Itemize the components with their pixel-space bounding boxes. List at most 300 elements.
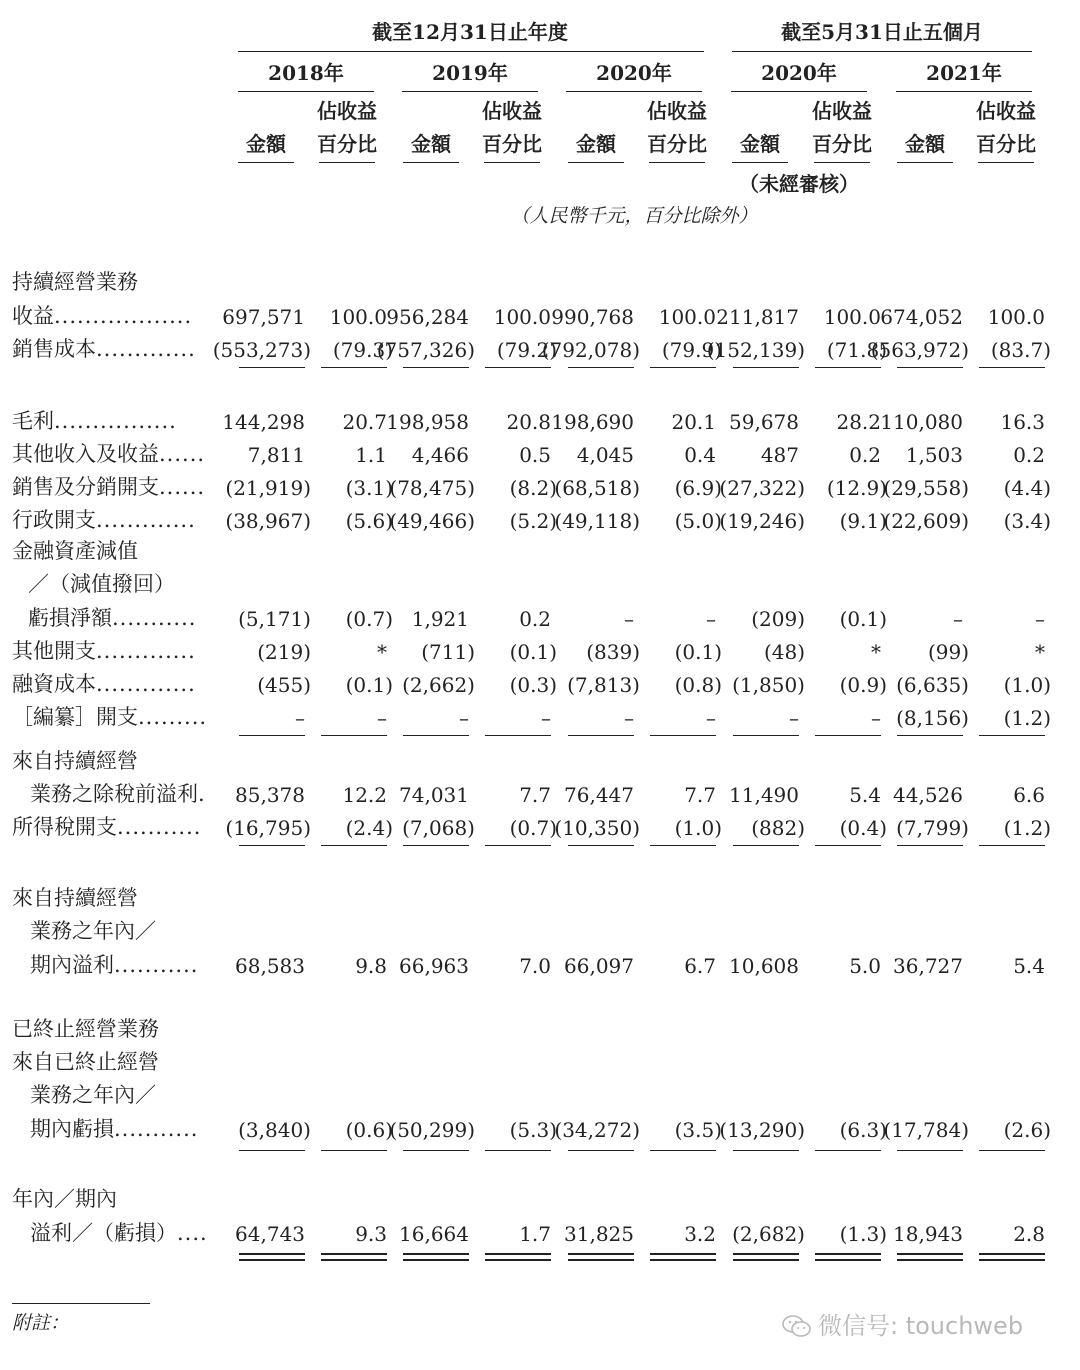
amount-col-header: 金額	[411, 132, 451, 156]
year-header-rule	[566, 91, 702, 92]
cell-value: (6.3)	[839, 1118, 887, 1142]
cell-value: (5.0)	[674, 509, 722, 533]
year-header-rule	[896, 91, 1032, 92]
cell-value: 144,298	[222, 410, 305, 434]
cell-value: 85,378	[235, 783, 305, 807]
subtotal-rule	[403, 845, 469, 846]
subtotal-rule	[321, 845, 387, 846]
row-label	[30, 784, 206, 805]
cell-value: –	[459, 706, 469, 730]
cell-value: 16,664	[399, 1222, 469, 1246]
row-label-text: 融資成本	[12, 672, 96, 696]
row-label-text: 銷售成本	[12, 337, 96, 361]
cell-value: –	[706, 706, 716, 730]
subtotal-rule	[403, 1150, 469, 1151]
subtotal-rule	[650, 735, 716, 736]
cell-value: 5.4	[849, 783, 881, 807]
cell-value: 990,768	[551, 305, 634, 329]
leader-dots: .............	[96, 337, 196, 361]
pct-col-header-line2: 百分比	[976, 132, 1036, 156]
amount-col-header-rule	[568, 162, 624, 163]
year-header-rule	[731, 91, 867, 92]
cell-value: 68,583	[235, 954, 305, 978]
cell-value: 0.5	[519, 443, 551, 467]
unaudited-note: （未經審核）	[739, 172, 859, 196]
cell-value: 0.2	[1013, 443, 1045, 467]
row-label-text: 來自持續經營	[12, 886, 138, 910]
row-label	[12, 751, 138, 772]
subtotal-rule	[485, 1150, 551, 1151]
cell-value: (19,246)	[719, 509, 805, 533]
cell-value: 4,045	[576, 443, 634, 467]
total-double-rule	[897, 1253, 963, 1261]
cell-value: (83.7)	[990, 338, 1051, 362]
cell-value: –	[377, 706, 387, 730]
row-label-text: 已終止經營業務	[12, 1017, 159, 1041]
cell-value: 198,690	[551, 410, 634, 434]
row-label	[30, 955, 198, 976]
cell-value: 59,678	[729, 410, 799, 434]
total-double-rule	[485, 1253, 551, 1261]
cell-value: (0.1)	[509, 640, 557, 664]
pct-col-header-rule	[978, 162, 1034, 163]
pct-col-header-line2: 百分比	[647, 132, 707, 156]
cell-value: 66,097	[564, 954, 634, 978]
cell-value: (0.4)	[839, 816, 887, 840]
subtotal-rule	[650, 367, 716, 368]
row-label-text: 收益	[12, 304, 54, 328]
row-label	[12, 272, 138, 293]
row-label-text: 毛利	[12, 409, 54, 433]
total-double-rule	[239, 1253, 305, 1261]
total-double-rule	[733, 1253, 799, 1261]
subtotal-rule	[897, 735, 963, 736]
cell-value: (7,813)	[567, 673, 640, 697]
cell-value: 7.7	[684, 783, 716, 807]
total-double-rule	[403, 1253, 469, 1261]
row-label	[30, 1119, 198, 1140]
cell-value: –	[1035, 607, 1045, 631]
row-label-text: 持續經營業務	[12, 270, 138, 294]
leader-dots: .............	[96, 639, 196, 663]
cell-value: (6.9)	[674, 476, 722, 500]
cell-value: (1.3)	[839, 1222, 887, 1246]
total-double-rule	[650, 1253, 716, 1261]
cell-value: (5,171)	[238, 607, 311, 631]
cell-value: 66,963	[399, 954, 469, 978]
cell-value: 2.8	[1013, 1222, 1045, 1246]
pct-col-header-line1: 佔收益	[647, 99, 707, 123]
cell-value: –	[706, 607, 716, 631]
footnote-label: 附註：	[12, 1312, 70, 1334]
cell-value: 110,080	[880, 410, 963, 434]
cell-value: (29,558)	[883, 476, 969, 500]
total-double-rule	[568, 1253, 634, 1261]
leader-dots: ....	[177, 1221, 208, 1245]
cell-value: 20.8	[506, 410, 551, 434]
cell-value: 7.0	[519, 954, 551, 978]
cell-value: –	[953, 607, 963, 631]
cell-value: 12.2	[342, 783, 387, 807]
cell-value: –	[871, 706, 881, 730]
row-label	[28, 574, 175, 595]
cell-value: (79.9)	[661, 338, 722, 362]
subtotal-rule	[321, 735, 387, 736]
cell-value: (0.9)	[839, 673, 887, 697]
subtotal-rule	[815, 845, 881, 846]
pct-col-header-line2: 百分比	[482, 132, 542, 156]
subtotal-rule	[239, 1150, 305, 1151]
subtotal-rule	[568, 1150, 634, 1151]
cell-value: (10,350)	[554, 816, 640, 840]
leader-dots: ..................	[54, 304, 193, 328]
cell-value: (0.3)	[509, 673, 557, 697]
cell-value: 4,466	[411, 443, 469, 467]
row-label	[12, 541, 138, 562]
cell-value: (0.6)	[345, 1118, 393, 1142]
leader-dots: ...........	[117, 815, 202, 839]
subtotal-rule	[897, 367, 963, 368]
row-label-text: 業務之年內／	[30, 1083, 156, 1107]
cell-value: (1.0)	[674, 816, 722, 840]
cell-value: (0.7)	[509, 816, 557, 840]
pct-col-header-line2: 百分比	[812, 132, 872, 156]
cell-value: –	[624, 706, 634, 730]
subtotal-rule	[485, 367, 551, 368]
cell-value: *	[871, 640, 881, 664]
cell-value: (6,635)	[896, 673, 969, 697]
row-label	[12, 817, 201, 838]
cell-value: 0.2	[849, 443, 881, 467]
pct-col-header-line1: 佔收益	[317, 99, 377, 123]
cell-value: (711)	[421, 640, 475, 664]
cell-value: (21,919)	[225, 476, 311, 500]
cell-value: (2.4)	[345, 816, 393, 840]
cell-value: 64,743	[235, 1222, 305, 1246]
subtotal-rule	[485, 735, 551, 736]
cell-value: 6.6	[1013, 783, 1045, 807]
row-label-text: 金融資產減值	[12, 539, 138, 563]
cell-value: 1.1	[355, 443, 387, 467]
wechat-icon	[782, 1314, 812, 1338]
subtotal-rule	[815, 367, 881, 368]
pct-col-header-rule	[814, 162, 870, 163]
row-label	[30, 1223, 208, 1244]
cell-value: 18,943	[893, 1222, 963, 1246]
pct-col-header-line1: 佔收益	[482, 99, 542, 123]
cell-value: 956,284	[386, 305, 469, 329]
row-label-text: 其他開支	[12, 639, 96, 663]
total-double-rule	[815, 1253, 881, 1261]
cell-value: 5.0	[849, 954, 881, 978]
total-double-rule	[321, 1253, 387, 1261]
cell-value: (3,840)	[238, 1118, 311, 1142]
subtotal-rule	[897, 1150, 963, 1151]
cell-value: (1.2)	[1003, 816, 1051, 840]
amount-col-header: 金額	[740, 132, 780, 156]
cell-value: (8,156)	[896, 706, 969, 730]
cell-value: (0.1)	[674, 640, 722, 664]
leader-dots: ......	[159, 475, 206, 499]
year-header: 2019年	[432, 61, 508, 85]
subtotal-rule	[403, 735, 469, 736]
subtotal-rule	[568, 735, 634, 736]
cell-value: 76,447	[564, 783, 634, 807]
cell-value: 36,727	[893, 954, 963, 978]
row-label	[12, 477, 205, 498]
subtotal-rule	[568, 845, 634, 846]
cell-value: (553,273)	[212, 338, 311, 362]
row-label-text: ［編纂］開支	[12, 705, 138, 729]
cell-value: –	[541, 706, 551, 730]
amount-col-header: 金額	[576, 132, 616, 156]
subtotal-rule	[403, 367, 469, 368]
row-label	[12, 707, 207, 728]
row-label	[28, 608, 196, 629]
subtotal-rule	[733, 735, 799, 736]
row-label-text: 其他收入及收益	[12, 442, 159, 466]
cell-value: (12.9)	[826, 476, 887, 500]
row-label	[12, 444, 205, 465]
row-label-text: 虧損淨額	[28, 606, 112, 630]
leader-dots: ................	[54, 409, 177, 433]
group-header-full-year: 截至12月31日止年度	[372, 20, 568, 44]
cell-value: 10,608	[729, 954, 799, 978]
cell-value: 1.7	[519, 1222, 551, 1246]
cell-value: 487	[760, 443, 799, 467]
row-label	[12, 510, 196, 531]
cell-value: (3.5)	[674, 1118, 722, 1142]
subtotal-rule	[733, 1150, 799, 1151]
group-header-full-year-rule	[238, 51, 704, 52]
amount-col-header-rule	[732, 162, 788, 163]
cell-value: (34,272)	[554, 1118, 640, 1142]
cell-value: (50,299)	[389, 1118, 475, 1142]
row-label-text: 期內溢利	[30, 953, 114, 977]
cell-value: 100.0	[493, 305, 551, 329]
row-label-text: 期內虧損	[30, 1117, 114, 1141]
watermark	[782, 1306, 1023, 1341]
leader-dots: ...........	[114, 1117, 199, 1141]
cell-value: (839)	[586, 640, 640, 664]
cell-value: 9.3	[355, 1222, 387, 1246]
cell-value: 100.0	[658, 305, 716, 329]
cell-value: (0.7)	[345, 607, 393, 631]
cell-value: –	[624, 607, 634, 631]
cell-value: (4.4)	[1003, 476, 1051, 500]
amount-col-header-rule	[238, 162, 294, 163]
row-label-text: 來自持續經營	[12, 749, 138, 773]
cell-value: (152,139)	[706, 338, 805, 362]
row-label	[12, 306, 192, 327]
subtotal-rule	[239, 845, 305, 846]
pct-col-header-line1: 佔收益	[812, 99, 872, 123]
cell-value: (9.1)	[839, 509, 887, 533]
row-label-text: 銷售及分銷開支	[12, 475, 159, 499]
amount-col-header: 金額	[246, 132, 286, 156]
subtotal-rule	[897, 845, 963, 846]
cell-value: (68,518)	[554, 476, 640, 500]
pct-col-header-rule	[319, 162, 375, 163]
total-double-rule	[979, 1253, 1045, 1261]
cell-value: 20.1	[671, 410, 716, 434]
pct-col-header-rule	[484, 162, 540, 163]
cell-value: (22,609)	[883, 509, 969, 533]
cell-value: (2,662)	[402, 673, 475, 697]
cell-value: (1.0)	[1003, 673, 1051, 697]
year-header-rule	[238, 91, 374, 92]
cell-value: (1,850)	[732, 673, 805, 697]
cell-value: 100.0	[823, 305, 881, 329]
row-label-text: 年內／期內	[12, 1187, 117, 1211]
subtotal-rule	[321, 1150, 387, 1151]
pct-col-header-line1: 佔收益	[976, 99, 1036, 123]
leader-dots: ......	[159, 442, 206, 466]
cell-value: 9.8	[355, 954, 387, 978]
row-label	[12, 411, 177, 432]
subtotal-rule	[979, 845, 1045, 846]
cell-value: 674,052	[880, 305, 963, 329]
cell-value: (5.3)	[509, 1118, 557, 1142]
cell-value: 100.0	[329, 305, 387, 329]
group-header-five-months: 截至5月31日止五個月	[781, 20, 983, 44]
row-label-text: ／（減值撥回）	[28, 572, 175, 596]
cell-value: (78,475)	[389, 476, 475, 500]
row-label	[12, 1052, 159, 1073]
year-header-rule	[402, 91, 538, 92]
cell-value: (79.2)	[496, 338, 557, 362]
row-label	[12, 1189, 117, 1210]
leader-dots: .........	[138, 705, 208, 729]
cell-value: (792,078)	[541, 338, 640, 362]
subtotal-rule	[979, 1150, 1045, 1151]
pct-col-header-line2: 百分比	[317, 132, 377, 156]
cell-value: 5.4	[1013, 954, 1045, 978]
subtotal-rule	[979, 367, 1045, 368]
subtotal-rule	[815, 1150, 881, 1151]
row-label	[30, 1085, 156, 1106]
cell-value: (3.1)	[345, 476, 393, 500]
row-label	[12, 641, 196, 662]
cell-value: 7.7	[519, 783, 551, 807]
row-label	[12, 888, 138, 909]
pct-col-header-rule	[649, 162, 705, 163]
row-label-text: 行政開支	[12, 508, 96, 532]
cell-value: 697,571	[222, 305, 305, 329]
cell-value: (1.2)	[1003, 706, 1051, 730]
cell-value: (757,326)	[376, 338, 475, 362]
cell-value: 6.7	[684, 954, 716, 978]
cell-value: 211,817	[716, 305, 799, 329]
cell-value: 16.3	[1000, 410, 1045, 434]
cell-value: 0.2	[519, 607, 551, 631]
amount-col-header-rule	[403, 162, 459, 163]
cell-value: 198,958	[386, 410, 469, 434]
amount-col-header: 金額	[905, 132, 945, 156]
cell-value: (882)	[751, 816, 805, 840]
row-label	[12, 1019, 159, 1040]
row-label	[12, 339, 196, 360]
cell-value: (0.8)	[674, 673, 722, 697]
subtotal-rule	[321, 367, 387, 368]
cell-value: *	[377, 640, 387, 664]
leader-dots: .............	[96, 508, 196, 532]
cell-value: (48)	[763, 640, 805, 664]
cell-value: 1,503	[905, 443, 963, 467]
subtotal-rule	[239, 367, 305, 368]
year-header: 2020年	[596, 61, 672, 85]
cell-value: *	[1035, 640, 1045, 664]
cell-value: (2.6)	[1003, 1118, 1051, 1142]
cell-value: (49,118)	[554, 509, 640, 533]
cell-value: 0.4	[684, 443, 716, 467]
cell-value: (563,972)	[870, 338, 969, 362]
footnote-rule	[12, 1303, 150, 1304]
year-header: 2021年	[926, 61, 1002, 85]
cell-value: 74,031	[399, 783, 469, 807]
row-label	[12, 674, 196, 695]
cell-value: –	[789, 706, 799, 730]
leader-dots: .............	[96, 672, 196, 696]
year-header: 2018年	[268, 61, 344, 85]
subtotal-rule	[979, 735, 1045, 736]
cell-value: 44,526	[893, 783, 963, 807]
cell-value: 100.0	[987, 305, 1045, 329]
group-header-five-months-rule	[732, 51, 1032, 52]
leader-dots: ...........	[114, 953, 199, 977]
cell-value: 20.7	[342, 410, 387, 434]
row-label-text: 業務之除稅前溢利	[30, 782, 198, 806]
cell-value: 11,490	[729, 783, 799, 807]
cell-value: 31,825	[564, 1222, 634, 1246]
cell-value: (209)	[751, 607, 805, 631]
cell-value: (8.2)	[509, 476, 557, 500]
cell-value: (2,682)	[732, 1222, 805, 1246]
cell-value: (5.6)	[345, 509, 393, 533]
cell-value: (27,322)	[719, 476, 805, 500]
cell-value: (17,784)	[883, 1118, 969, 1142]
subtotal-rule	[815, 735, 881, 736]
cell-value: (99)	[927, 640, 969, 664]
row-label-text: 溢利／（虧損）	[30, 1221, 177, 1245]
subtotal-rule	[568, 367, 634, 368]
row-label-text: 業務之年內／	[30, 919, 156, 943]
row-label-text: 來自已終止經營	[12, 1050, 159, 1074]
subtotal-rule	[239, 735, 305, 736]
cell-value: (3.4)	[1003, 509, 1051, 533]
subtotal-rule	[733, 845, 799, 846]
row-label-text: 所得稅開支	[12, 815, 117, 839]
subtotal-rule	[650, 845, 716, 846]
cell-value: (7,068)	[402, 816, 475, 840]
cell-value: (455)	[257, 673, 311, 697]
leader-dots: ...........	[112, 606, 197, 630]
cell-value: (79.3)	[332, 338, 393, 362]
watermark-text: 微信号: touchweb	[818, 1312, 1024, 1340]
cell-value: (38,967)	[225, 509, 311, 533]
cell-value: (16,795)	[225, 816, 311, 840]
cell-value: (0.1)	[839, 607, 887, 631]
year-header: 2020年	[761, 61, 837, 85]
subtotal-rule	[733, 367, 799, 368]
row-label	[30, 921, 156, 942]
cell-value: (219)	[257, 640, 311, 664]
cell-value: (13,290)	[719, 1118, 805, 1142]
leader-dots: .	[198, 782, 206, 806]
unit-note: （人民幣千元，百分比除外）	[510, 205, 758, 227]
cell-value: (71.8)	[826, 338, 887, 362]
cell-value: 1,921	[411, 607, 469, 631]
